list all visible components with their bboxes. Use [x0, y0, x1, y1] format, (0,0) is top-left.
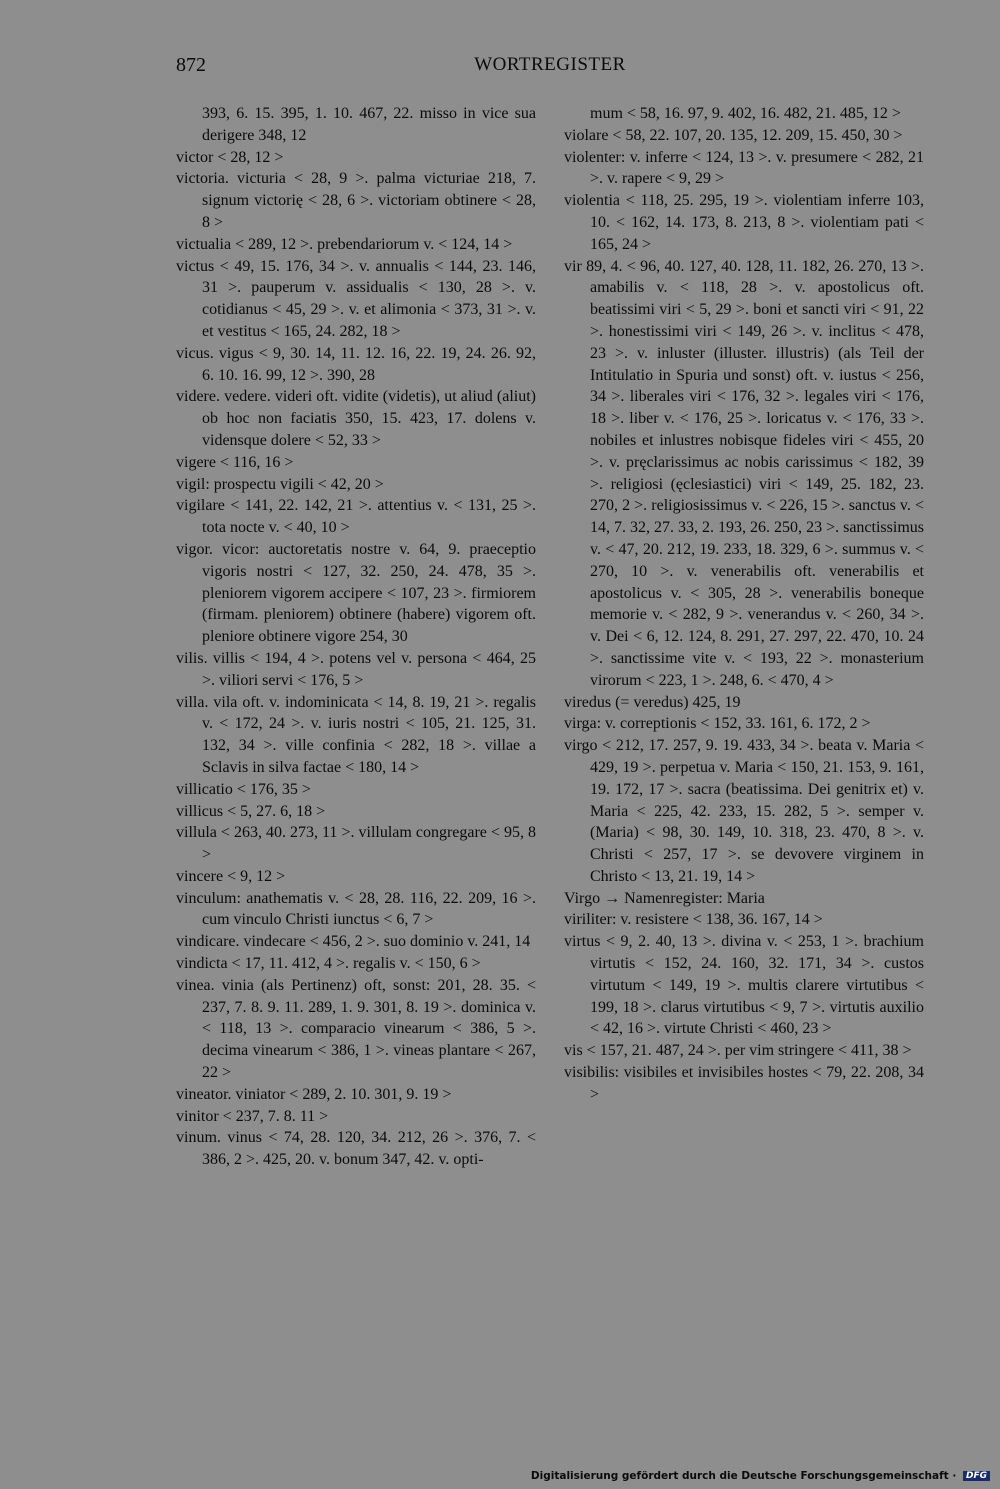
index-entry: vinea. vinia (als Pertinenz) oft, sonst: 201, 28. 35. < 237, 7. 8. 9. 11. 289, 1. 9. 301, 8. 19 >. dominica v. < 118, 13 >. comparacio vinearum < 386, 5 >. decima vinearum < 386, 1 >. vineas plantare < 267, 22 >: [176, 976, 536, 1082]
index-entry: vicus. vigus < 9, 30. 14, 11. 12. 16, 22. 19, 24. 26. 92, 6. 10. 16. 99, 12 >. 390, 28: [176, 344, 536, 384]
index-entry: victualia < 289, 12 >. prebendariorum v. < 124, 14 >: [176, 235, 513, 253]
left-column: [176, 103, 536, 1171]
index-entry: visibilis: visibiles et invisibiles hostes < 79, 22. 208, 34 >: [564, 1064, 924, 1103]
index-entry: Virgo → Namenregister: Maria: [564, 889, 765, 907]
index-entry: vis < 157, 21. 487, 24 >. per vim stringere < 411, 38 >: [564, 1042, 912, 1060]
index-entry: villa. vila oft. v. indominicata < 14, 8. 19, 21 >. regalis v. < 172, 24 >. v. iuris nostri < 105, 21. 125, 31. 132, 34 >. ville confinia < 282, 18 >. villae a Sclavis in silva factae < 180, 14 >: [176, 693, 536, 776]
index-entry: virtus < 9, 2. 40, 13 >. divina v. < 253, 1 >. brachium virtutis < 152, 24. 160, 32. 171, 34 >. custos virtutum < 149, 19 >. multis clarere virtutibus < 199, 18 >. clarus virtutibus < 9, 7 >. virtutis auxilio < 42, 16 >. virtute Christi < 460, 23 >: [564, 933, 924, 1038]
index-entry: violentia < 118, 25. 295, 19 >. violentiam inferre 103, 10. < 162, 14. 173, 8. 213, 8 >. violentiam pati < 165, 24 >: [564, 192, 924, 253]
index-entry: vineator. viniator < 289, 2. 10. 301, 9. 19 >: [176, 1085, 452, 1103]
index-entry: vinculum: anathematis v. < 28, 28. 116, 22. 209, 16 >. cum vinculo Christi iunctus < 6, 7 >: [176, 889, 536, 929]
index-entry: violare < 58, 22. 107, 20. 135, 12. 209, 15. 450, 30 >: [564, 126, 903, 144]
index-entry: vigor. vicor: auctoretatis nostre v. 64, 9. praeceptio vigoris nostri < 127, 32. 250, 24. 478, 35 >. pleniorem vigorem accipere < 107, 23 >. firmiorem (firmam. pleniorem) obtinere (habere) vigorem oft. pleniore obtinere vigore 254, 30: [176, 540, 536, 646]
index-entry: 393, 6. 15. 395, 1. 10. 467, 22. misso in vice sua derigere 348, 12: [202, 105, 536, 144]
running-title: WORTREGISTER: [474, 54, 626, 75]
index-entry: vigilare < 141, 22. 142, 21 >. attentius v. < 131, 25 >. tota nocte v. < 40, 10 >: [176, 497, 536, 537]
index-entry: victus < 49, 15. 176, 34 >. v. annualis < 144, 23. 146, 31 >. pauperum v. assidualis < 130, 28 >. v. cotidianus < 45, 29 >. v. et alimonia < 373, 31 >. v. et vestitus < 165, 24. 282, 18 >: [176, 257, 536, 340]
page-number: 872: [176, 54, 206, 76]
index-entry: videre. vedere. videri oft. vidite (videtis), ut aliud (aliut) ob hoc non faciatis 350, 15. 423, 17. dolens v. vidensque dolere < 52, 33 >: [176, 388, 536, 449]
index-entry: vilis. villis < 194, 4 >. potens vel v. persona < 464, 25 >. viliori servi < 176, 5 >: [176, 649, 536, 689]
index-entry: vindicta < 17, 11. 412, 4 >. regalis v. < 150, 6 >: [176, 955, 481, 973]
index-entry: mum < 58, 16. 97, 9. 402, 16. 482, 21. 485, 12 >: [590, 105, 901, 122]
index-entry: viredus (= veredus) 425, 19: [564, 693, 741, 711]
index-entry: villula < 263, 40. 273, 11 >. villulam congregare < 95, 8 >: [176, 824, 536, 864]
index-entry: virgo < 212, 17. 257, 9. 19. 433, 34 >. beata v. Maria < 429, 19 >. perpetua v. Maria < 150, 21. 153, 9. 161, 19. 172, 17 >. sacra (beatissima. Dei genitrix et) v. Maria < 225, 42. 233, 15. 282, 5 >. semper v. (Maria) < 98, 30. 149, 10. 318, 23. 470, 8 >. v. Christi < 257, 17 >. se devovere virginem in Christo < 13, 21. 19, 14 >: [564, 737, 924, 885]
index-entry: vinitor < 237, 7. 8. 11 >: [176, 1107, 329, 1125]
index-entry: vigere < 116, 16 >: [176, 453, 294, 471]
index-entry: victoria. victuria < 28, 9 >. palma victuriae 218, 7. signum victorię < 28, 6 >. victoriam obtinere < 28, 8 >: [176, 170, 536, 231]
index-entry: vinum. vinus < 74, 28. 120, 34. 212, 26 >. 376, 7. < 386, 2 >. 425, 20. v. bonum 347, 42. v. opti-: [176, 1129, 536, 1169]
index-entry: vindicare. vindecare < 456, 2 >. suo dominio v. 241, 14: [176, 933, 531, 951]
index-entry: virga: v. correptionis < 152, 33. 161, 6. 172, 2 >: [564, 715, 871, 733]
page-header: [176, 54, 924, 82]
footer-credit: [0, 1470, 990, 1482]
index-entry: vir 89, 4. < 96, 40. 127, 40. 128, 11. 182, 26. 270, 13 >. amabilis v. < 118, 28 >. v. apostolicus oft. beatissimi viri < 5, 29 >. boni et sancti viri < 91, 22 >. honestissimi viri < 149, 26 >. v. inclitus < 478, 23 >. v. inluster (illuster. illustris) (als Teil der Intitulatio in Spuria und sonst) oft. v. iustus < 256, 34 >. liberales viri < 176, 32 >. legales viri < 176, 18 >. liber v. < 176, 25 >. loricatus v. < 176, 33 >. nobiles et inlustres nobisque fideles viri < 455, 20 >. v. pręclarissimus ac nobis carissimus < 182, 39 >. religiosi (ęclesiastici) viri < 149, 25. 182, 23. 270, 2 >. religiosissimus v. < 226, 15 >. sanctus v. < 14, 7. 32, 27. 33, 2. 193, 26. 250, 23 >. sanctissimus v. < 47, 20. 212, 19. 233, 18. 329, 6 >. summus v. < 270, 10 >. v. venerabilis oft. venerabilis et apostolicus v. < 305, 28 >. venerabilis boneque memorie v. < 282, 9 >. venerandus v. < 260, 34 >. v. Dei < 6, 12. 124, 8. 291, 27. 297, 22. 470, 10. 24 >. sanctissime vite v. < 193, 22 >. monasterium virorum < 223, 1 >. 248, 6. < 470, 4 >: [564, 257, 924, 689]
index-entry: villicus < 5, 27. 6, 18 >: [176, 802, 326, 820]
index-entry: vincere < 9, 12 >: [176, 867, 286, 885]
index-entry: violenter: v. inferre < 124, 13 >. v. presumere < 282, 21 >. v. rapere < 9, 29 >: [564, 148, 924, 188]
right-column: [564, 103, 924, 1106]
index-entry: vigil: prospectu vigili < 42, 20 >: [176, 475, 384, 493]
index-entry: viriliter: v. resistere < 138, 36. 167, 14 >: [564, 911, 823, 929]
index-entry: victor < 28, 12 >: [176, 148, 284, 166]
footer-text: Digitalisierung gefördert durch die Deutsche Forschungsgemeinschaft ·: [530, 1470, 957, 1482]
dfg-logo: DFG: [963, 1471, 990, 1481]
index-entry: villicatio < 176, 35 >: [176, 780, 311, 798]
